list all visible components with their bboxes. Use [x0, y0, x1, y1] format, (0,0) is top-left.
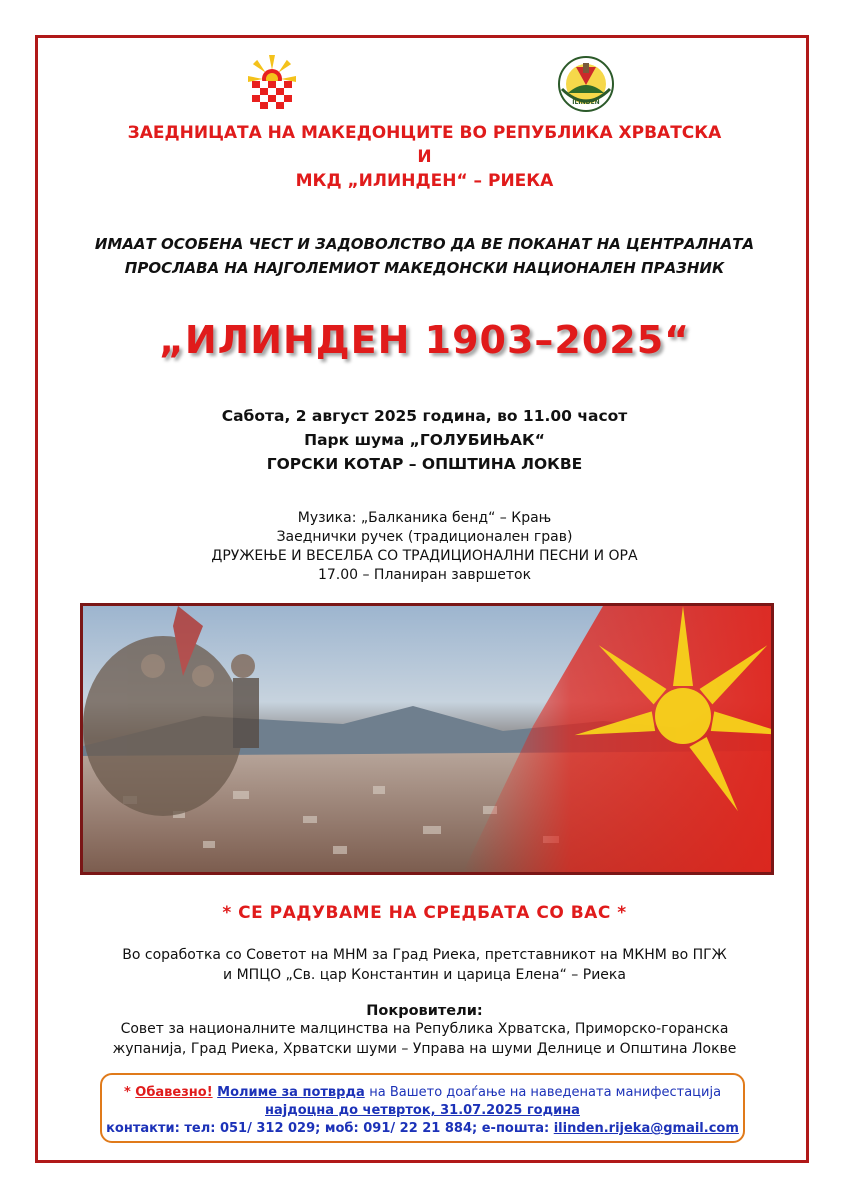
rsvp-line-1: [102, 1084, 743, 1102]
confirm-label: Молиме за потврда: [217, 1085, 365, 1100]
sponsors-line-1: Совет за националните малцинства на Република Хрватска, Приморско-горанска: [120, 1021, 729, 1037]
cooperation-text: [40, 945, 809, 985]
event-details: [40, 404, 809, 476]
confirm-rest: на Вашето доаѓање на наведената манифестација: [369, 1085, 722, 1100]
event-venue: Парк шума „ГОЛУБИЊАК“: [304, 431, 545, 449]
event-location: ГОРСКИ КОТАР – ОПШТИНА ЛОКВЕ: [266, 455, 583, 473]
program-item: 17.00 – Планиран завршеток: [317, 567, 532, 583]
mandatory-label: Обавезно!: [135, 1085, 213, 1100]
notice-star: *: [123, 1085, 131, 1100]
program-list: [40, 509, 809, 585]
invitation-line-1: ИМААТ ОСОБЕНА ЧЕСТ И ЗАДОВОЛСТВО ДА ВЕ ПОКАНАТ НА ЦЕНТРАЛНАТА: [94, 235, 755, 253]
rsvp-contacts: [102, 1120, 743, 1138]
cooperation-line-1: Во соработка со Советот на МНМ за Град Риека, претставникот на МКНМ во ПГЖ: [122, 947, 727, 963]
program-item: ДРУЖЕЊЕ И ВЕСЕЛБА СО ТРАДИЦИОНАЛНИ ПЕСНИ И ОРА: [211, 548, 638, 564]
organizer-line-3: МКД „ИЛИНДЕН“ – РИЕКА: [295, 171, 554, 191]
organizer-line-2: И: [417, 147, 432, 167]
program-item: Музика: „Балканика бенд“ – Крањ: [297, 510, 552, 526]
emblem-label: ILINDEN: [572, 99, 600, 106]
sponsors-line-2: жупанија, Град Риека, Хрватски шуми – Управа на шуми Делнице и Општина Локве: [112, 1041, 737, 1057]
page-frame: [35, 35, 809, 1163]
event-date: Сабота, 2 август 2025 година, во 11.00 часот: [221, 407, 628, 425]
event-title: „ИЛИНДЕН 1903–2025“: [158, 318, 691, 362]
rsvp-deadline: најдоцна до четврток, 31.07.2025 година: [265, 1103, 580, 1118]
email-link[interactable]: ilinden.rijeka@gmail.com: [553, 1121, 739, 1136]
banner-photo: [80, 603, 774, 875]
ilinden-society-emblem: [556, 55, 616, 113]
program-item: Заеднички ручек (традиционален грав): [276, 529, 573, 545]
cooperation-line-2: и МПЦО „Св. цар Константин и царица Елена“ – Риека: [223, 967, 626, 983]
sponsors-title: Покровители:: [366, 1003, 483, 1019]
contact-numbers: контакти: тел: 051/ 312 029; моб: 091/ 22 21 884; е-пошта:: [106, 1121, 550, 1136]
invitation-text: [40, 232, 809, 280]
organizer-line-1: ЗАЕДНИЦАТА НА МАКЕДОНЦИТЕ ВО РЕПУБЛИКА ХРВАТСКА: [127, 123, 722, 143]
organizers-heading: [40, 121, 809, 193]
sponsors-section: [40, 1003, 809, 1059]
rsvp-notice: [100, 1073, 745, 1143]
welcome-message: * СЕ РАДУВАМЕ НА СРЕДБАТА СО ВАС *: [222, 903, 627, 923]
sun-and-checkerboard-logo: [245, 55, 299, 110]
invitation-line-2: ПРОСЛАВА НА НАЈГОЛЕМИОТ МАКЕДОНСКИ НАЦИОНАЛЕН ПРАЗНИК: [124, 259, 725, 277]
